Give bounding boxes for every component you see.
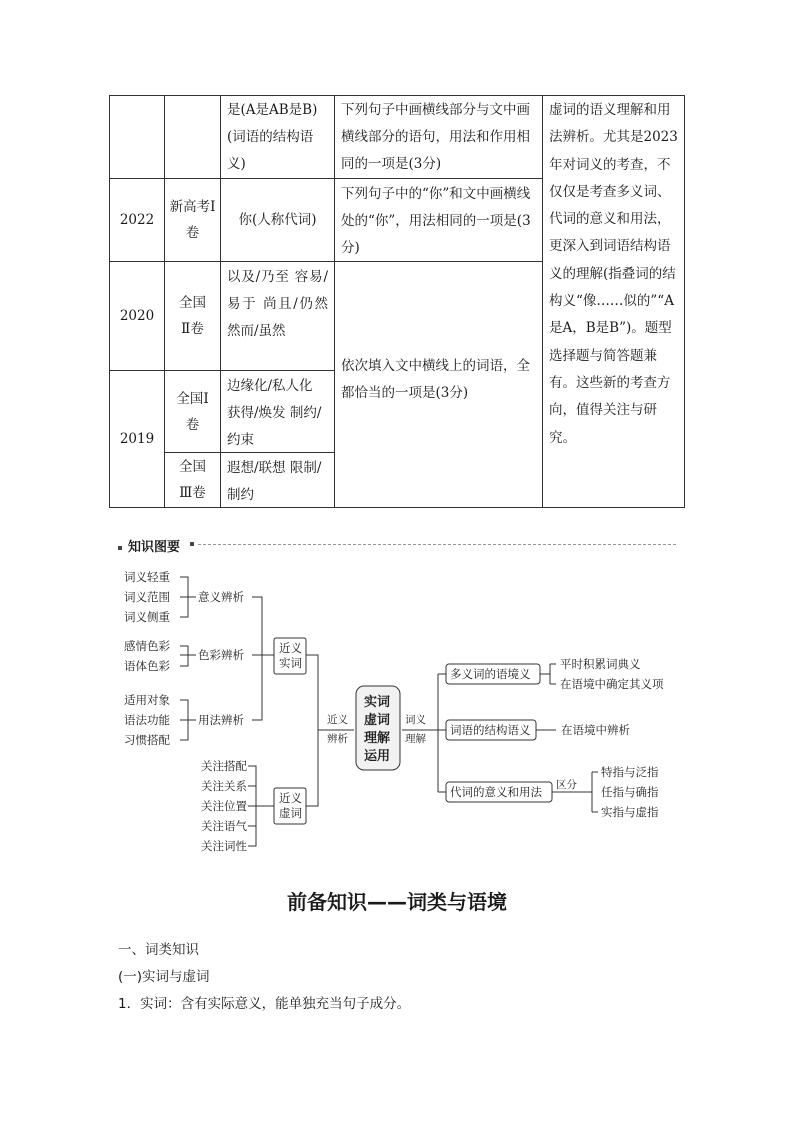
row2-year: 2020 <box>119 308 155 324</box>
section-divider <box>198 544 676 545</box>
row0-question: 下列句子中画横线部分与文中画横线部分的语句，用法和作用相同的一项是(3分) <box>341 102 530 172</box>
jinyi-shici-1: 近义 <box>279 641 302 655</box>
row3-word: 边缘化/私人化 获得/焕发 制约/约束 <box>227 378 322 448</box>
jinyi-xuci-1: 近义 <box>279 791 302 805</box>
row1-paper: 新高考Ⅰ卷 <box>169 199 216 241</box>
yongfa-label: 用法辨析 <box>198 713 244 727</box>
yiyi-label: 意义辨析 <box>198 590 244 604</box>
square-bullet-icon <box>190 542 194 546</box>
page-heading: 前备知识——词类与语境 <box>287 890 507 914</box>
xuci-item-5: 关注词性 <box>201 839 247 853</box>
note-column: 虚词的语义理解和用法辨析。尤其是2023年对词义的考查，不仅仅是考查多义词、代词的意义和用法，更深入到词语结构语义的理解(指叠词的结构义“像……似的”“A是A，B是B”)。题型选择题与简答题兼有。这些新的考查方向，值得关注与研究。 <box>549 102 678 446</box>
yongfa-item-2: 语法功能 <box>124 713 170 727</box>
row1-question: 下列句子中的“你”和文中画横线处的“你”，用法相同的一项是(3分) <box>341 186 531 256</box>
daici-item-1: 特指与泛指 <box>601 765 659 779</box>
daici-label: 代词的意义和用法 <box>450 785 542 799</box>
section-title: 知识图要 <box>118 536 180 555</box>
daici-item-2: 任指与确指 <box>601 785 659 799</box>
xuci-item-4: 关注语气 <box>201 819 247 833</box>
knowledge-mindmap <box>0 560 794 860</box>
row4-paper: 全国Ⅲ卷 <box>179 459 206 501</box>
paragraph: 1．实词：含有实际意义，能单独充当句子成分。 <box>118 996 411 1012</box>
secai-label: 色彩辨析 <box>198 648 244 662</box>
secai-item-2: 语体色彩 <box>124 659 170 673</box>
yiyi-item-2: 词义范围 <box>124 590 170 604</box>
row1-word: 你(人称代词) <box>238 212 317 228</box>
yiyi-item-1: 词义轻重 <box>124 570 170 584</box>
left-branch-1: 近义 <box>327 714 348 726</box>
qufen-label: 区分 <box>556 779 577 791</box>
square-bullet-icon <box>118 546 122 550</box>
shared-question: 依次填入文中横线上的词语，全都恰当的一项是(3分) <box>341 358 530 401</box>
center-4: 运用 <box>364 749 391 764</box>
row1-year: 2022 <box>119 212 155 228</box>
yongfa-item-1: 适用对象 <box>124 693 170 707</box>
left-branch-2: 辨析 <box>327 733 348 745</box>
row3-paper: 全国Ⅰ卷 <box>176 390 209 433</box>
row2-word: 以及/乃至 容易/易于 尚且/仍然 然而/虽然 <box>227 269 328 339</box>
daici-item-3: 实指与虚指 <box>601 805 659 819</box>
yongfa-item-3: 习惯搭配 <box>124 733 170 747</box>
row2-paper: 全国Ⅱ卷 <box>179 295 206 337</box>
jinyi-xuci-2: 虚词 <box>279 806 302 820</box>
center-3: 理解 <box>364 731 391 746</box>
subsection-heading: (一)实词与虚词 <box>118 969 210 985</box>
jiegou-label: 词语的结构语义 <box>450 723 531 737</box>
xuci-item-3: 关注位置 <box>201 799 247 813</box>
center-1: 实词 <box>364 695 391 710</box>
exam-table <box>109 95 685 508</box>
row3-year: 2019 <box>119 431 155 447</box>
duoyi-item-1: 平时积累词典义 <box>560 657 641 671</box>
yiyi-item-3: 词义侧重 <box>124 610 170 624</box>
jiegou-item: 在语境中辨析 <box>561 723 630 737</box>
section-heading: 一、词类知识 <box>118 942 199 958</box>
xuci-item-1: 关注搭配 <box>201 759 247 773</box>
duoyi-label: 多义词的语境义 <box>450 667 531 681</box>
row4-word: 遐想/联想 限制/制约 <box>227 460 322 503</box>
secai-item-1: 感情色彩 <box>124 639 170 653</box>
row0-word: 是(A是AB是B)(词语的结构语义) <box>227 102 318 172</box>
center-2: 虚词 <box>364 713 391 728</box>
right-branch-2: 理解 <box>405 733 426 745</box>
duoyi-item-2: 在语境中确定其义项 <box>560 677 664 691</box>
jinyi-shici-2: 实词 <box>279 656 302 670</box>
xuci-item-2: 关注关系 <box>201 779 247 793</box>
right-branch-1: 词义 <box>405 714 426 726</box>
